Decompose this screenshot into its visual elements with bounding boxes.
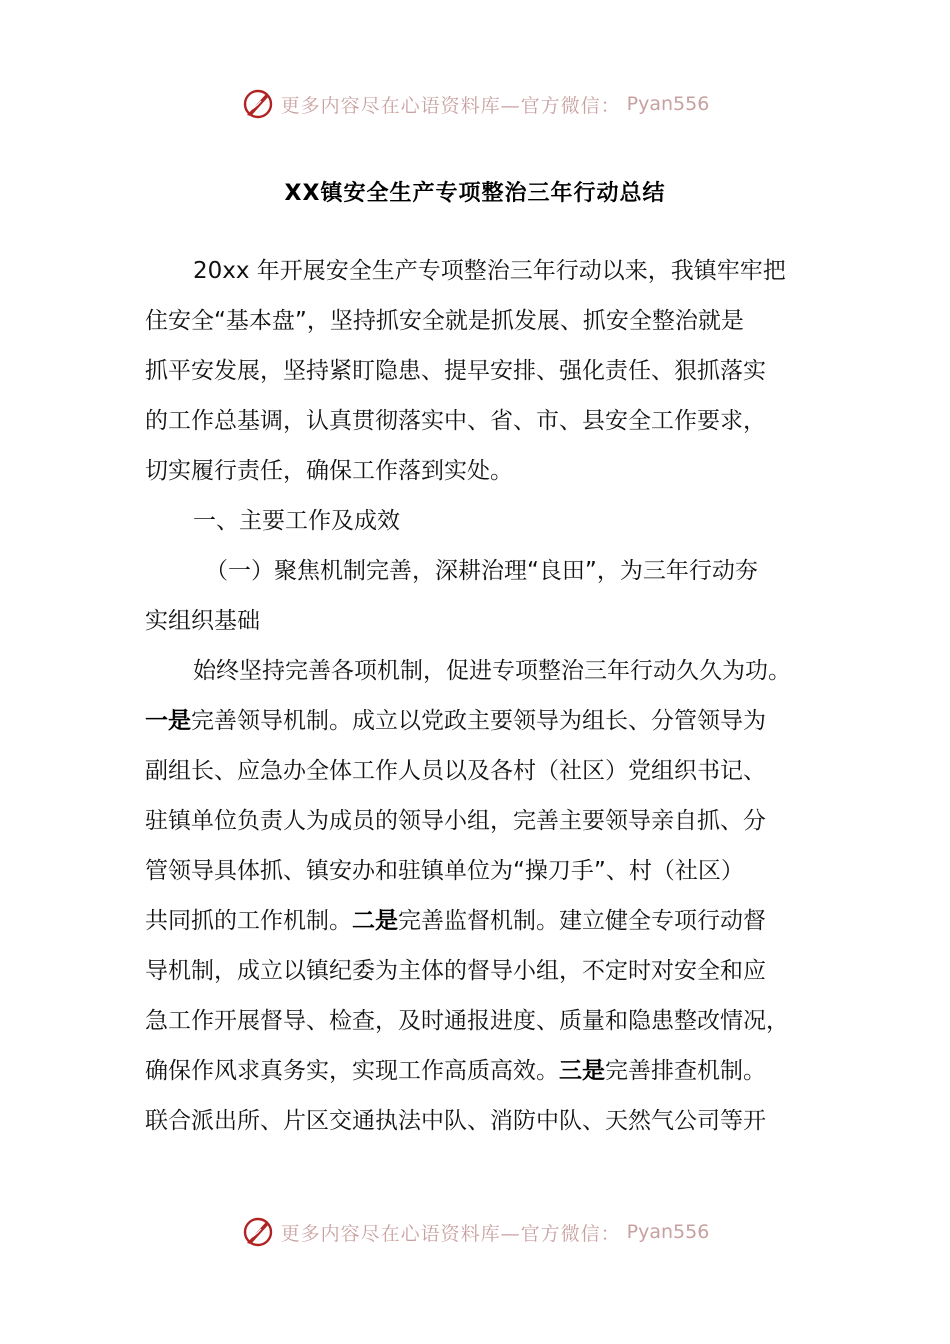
document-body: [145, 246, 807, 1146]
watermark-text: 更多内容尽在心语资料库—官方微信：: [280, 1222, 621, 1245]
body-line-text: 完善领导机制。成立以党政主要领导为组长、分管领导为: [191, 708, 766, 734]
body-line-text: 共同抓的工作机制。: [145, 908, 352, 934]
body-line: 住安全“基本盘”，坚持抓安全就是抓发展、抓安全整治就是: [145, 308, 744, 334]
bold-mark: 二是: [352, 908, 398, 934]
bold-mark: 三是: [559, 1058, 605, 1084]
quill-logo-icon: [241, 87, 275, 121]
body-line: 管领导具体抓、镇安办和驻镇单位为“操刀手”、村（社区）: [145, 858, 744, 884]
body-line: 副组长、应急办全体工作人员以及各村（社区）党组织书记、: [145, 758, 766, 784]
body-line-text: 完善排查机制。: [605, 1058, 766, 1084]
bold-mark: 一是: [145, 708, 191, 734]
body-line-with-mark: [145, 696, 807, 746]
body-line: 导机制，成立以镇纪委为主体的督导小组，不定时对安全和应: [145, 958, 766, 984]
body-line: 始终坚持完善各项机制，促进专项整治三年行动久久为功。: [193, 658, 791, 684]
body-line: 切实履行责任，确保工作落到实处。: [145, 458, 513, 484]
body-line-with-mark: [145, 896, 807, 946]
body-line-with-mark: [145, 1046, 807, 1096]
body-line: 驻镇单位负责人为成员的领导小组，完善主要领导亲自抓、分: [145, 808, 766, 834]
quill-logo-icon: [241, 1215, 275, 1249]
subsection-heading-cont: 实组织基础: [145, 608, 260, 634]
watermark-text: 更多内容尽在心语资料库—官方微信：: [280, 94, 621, 117]
watermark-footer: [0, 1212, 950, 1252]
body-line: 20xx 年开展安全生产专项整治三年行动以来，我镇牢牢把: [193, 258, 786, 284]
body-line-text: 完善监督机制。建立健全专项行动督: [398, 908, 766, 934]
body-line: 的工作总基调，认真贯彻落实中、省、市、县安全工作要求，: [145, 408, 766, 434]
body-line: 抓平安发展，坚持紧盯隐患、提早安排、强化责任、狠抓落实: [145, 358, 766, 384]
subsection-heading: （一）聚焦机制完善，深耕治理“良田”，为三年行动夯: [205, 558, 758, 584]
body-line-text: 确保作风求真务实，实现工作高质高效。: [145, 1058, 559, 1084]
watermark-account: Pyan556: [626, 1221, 710, 1243]
body-line: 急工作开展督导、检查，及时通报进度、质量和隐患整改情况，: [145, 1008, 789, 1034]
watermark-account: Pyan556: [626, 93, 710, 115]
watermark-header: [0, 84, 950, 124]
section-heading: 一、主要工作及成效: [193, 508, 400, 534]
document-title: XX镇安全生产专项整治三年行动总结: [284, 181, 666, 206]
body-line: 联合派出所、片区交通执法中队、消防中队、天然气公司等开: [145, 1108, 766, 1134]
